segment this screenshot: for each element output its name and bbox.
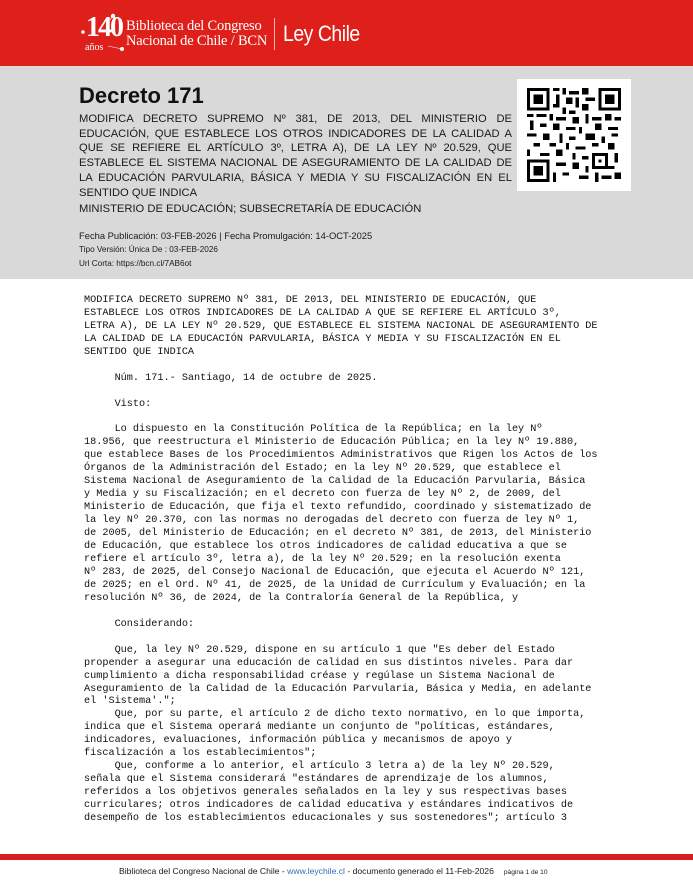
page-footer: [119, 866, 548, 876]
anniversary-label: años: [85, 42, 104, 53]
text-line: indica que el Sistema operará mediante un conjunto de "políticas, estándares,: [84, 722, 555, 734]
text-line: que establece Bases de los Procedimientos Administrativos que Rigen los Actos de los: [84, 450, 598, 462]
text-line: MODIFICA DECRETO SUPREMO Nº 381, DE 2013, DEL MINISTERIO DE EDUCACIÓN, QUE: [84, 295, 537, 306]
text-line: Ministerio de Educación, que fija el texto refundido, coordinado y sistematizado de: [84, 502, 592, 514]
text-line: referidos a los objetivos generales señalados en la ley y sus respectivas bases: [84, 787, 567, 799]
footer-divider: [0, 854, 693, 860]
text-line: Aseguramiento de la Calidad de la Educación Parvularia, Básica y Media, en adelante: [84, 683, 592, 695]
text-line: Visto:: [84, 398, 152, 410]
org-name-line2: Nacional de Chile / BCN: [126, 33, 268, 49]
text-line: LA CALIDAD DE LA EDUCACIÓN PARVULARIA, BÁSICA Y MEDIA Y SU FISCALIZACIÓN EN EL: [84, 333, 561, 345]
text-line: Considerando:: [84, 618, 195, 630]
text-line: ESTABLECE LOS OTROS INDICADORES DE LA CALIDAD A QUE SE REFIERE EL ARTÍCULO 3º,: [84, 307, 561, 319]
text-line: LETRA A), DE LA LEY Nº 20.529, QUE ESTABLECE EL SISTEMA NACIONAL DE ASEGURAMIENTO DE: [84, 320, 598, 332]
blank-line: [84, 360, 674, 373]
text-line: Órganos de la Administración del Estado; en la ley Nº 20.529, que establece el: [84, 463, 561, 475]
text-line: Que, conforme a lo anterior, el artículo 3 letra a) de la ley Nº 20.529,: [84, 761, 555, 773]
page-title: Decreto 171: [79, 83, 204, 108]
text-line: desempeño de los establecimientos educacionales y sus sostenedores"; artículo 3: [84, 813, 567, 825]
text-line: SENTIDO QUE INDICA: [84, 346, 195, 358]
text-line: curriculares; otros indicadores de calidad educativa y estándares indicativos de: [84, 800, 574, 812]
text-line: Núm. 171.- Santiago, 14 de octubre de 2025.: [84, 372, 378, 384]
blank-line: [84, 412, 674, 425]
text-line: 18.956, que reestructura el Ministerio de Educación Pública; en la ley Nº 19.880,: [84, 437, 580, 449]
qr-code-icon: [517, 79, 631, 191]
text-line: resolución Nº 36, de 2024, de la Contraloría General de la República, y: [84, 592, 519, 604]
text-line: de 2025; en el Ord. Nº 41, de 2025, de la Unidad de Currículum y Evaluación; en la: [84, 579, 586, 591]
blank-line: [84, 386, 674, 399]
ley-chile-brand: Ley Chile: [283, 21, 360, 46]
footer-generated: - documento generado el 11-Feb-2026: [344, 866, 494, 876]
text-line: indicadores, evaluaciones, información pública y mecanismos de apoyo y: [84, 735, 512, 747]
text-line: Que, la ley Nº 20.529, dispone en su artículo 1 que "Es deber del Estado: [84, 644, 555, 656]
text-line: propender a asegurar una educación de calidad en sus distintos niveles. Para dar: [84, 657, 574, 669]
text-line: fiscalización a los establecimientos";: [84, 748, 317, 760]
text-line: Que, por su parte, el artículo 2 de dicho texto normativo, en lo que importa,: [84, 709, 586, 721]
logo-divider: [274, 18, 275, 50]
anniversary-140-icon: [80, 12, 124, 56]
bcn-logo[interactable]: [80, 12, 370, 56]
text-line: la ley Nº 20.370, con las normas no derogadas del decreto con fuerza de ley Nº 1,: [84, 515, 580, 527]
text-line: Nº 283, de 2025, del Consejo Nacional de Educación, que ejecuta el Acuerdo Nº 121,: [84, 566, 586, 578]
page-number: página 1 de 10: [503, 869, 548, 876]
blank-line: [84, 606, 674, 619]
publication-dates: Fecha Publicación: 03-FEB-2026 | Fecha Promulgación: 14-OCT-2025: [79, 230, 373, 241]
text-line: refiere el artículo 3º, letra a), de la ley Nº 20.529; en la resolución exenta: [84, 554, 561, 566]
text-line: señala que el Sistema considerará "estándares de aprendizaje de los alumnos,: [84, 774, 549, 786]
text-line: el 'Sistema'.";: [84, 696, 176, 708]
anniversary-number: 140: [86, 12, 122, 43]
blank-line: [84, 632, 674, 645]
footer-prefix: Biblioteca del Congreso Nacional de Chile -: [119, 866, 288, 876]
text-line: Sistema Nacional de Aseguramiento de la Calidad de la Educación Parvularia, Básica: [84, 476, 586, 488]
text-line: y Media y su Fiscalización; en el decreto con fuerza de ley Nº 2, de 2009, del: [84, 489, 561, 501]
org-name-line1: Biblioteca del Congreso: [126, 18, 262, 34]
text-line: de Educación, que establece los otros indicadores de calidad educativa a que se: [84, 541, 567, 553]
decree-description: MODIFICA DECRETO SUPREMO Nº 381, DE 2013, DEL MINISTERIO DE EDUCACIÓN, QUE ESTABLECE LOS OTROS INDICADORES DE LA CALIDAD A QUE SE REFIERE EL ARTÍCULO 3º, LETRA A), DE LA LEY Nº 20.529, QUE ESTABLECE EL SISTEMA NACIONAL DE ASEGURAMIENTO DE LA CALIDAD DE LA EDUCACIÓN PARVULARIA, BÁSICA Y MEDIA Y SU FISCALIZACIÓN EN EL SENTIDO QUE INDICA: [79, 113, 512, 199]
text-line: Lo dispuesto en la Constitución Política de la República; en la ley Nº: [84, 424, 543, 436]
decree-text: [84, 295, 674, 826]
ministry-label: MINISTERIO DE EDUCACIÓN; SUBSECRETARÍA DE EDUCACIÓN: [79, 203, 422, 215]
short-url[interactable]: Url Corta: https://bcn.cl/7AB6ot: [79, 259, 192, 268]
text-line: de 2005, del Ministerio de Educación; en el decreto Nº 381, de 2013, del Ministerio: [84, 528, 592, 540]
version-type: Tipo Versión: Única De : 03-FEB-2026: [79, 245, 218, 254]
text-line: cumplimiento a dicha responsabilidad créase y regúlase un Sistema Nacional de: [84, 670, 555, 682]
org-name: [126, 19, 267, 49]
top-banner: [0, 0, 693, 66]
leychile-link[interactable]: www.leychile.cl: [287, 866, 345, 876]
